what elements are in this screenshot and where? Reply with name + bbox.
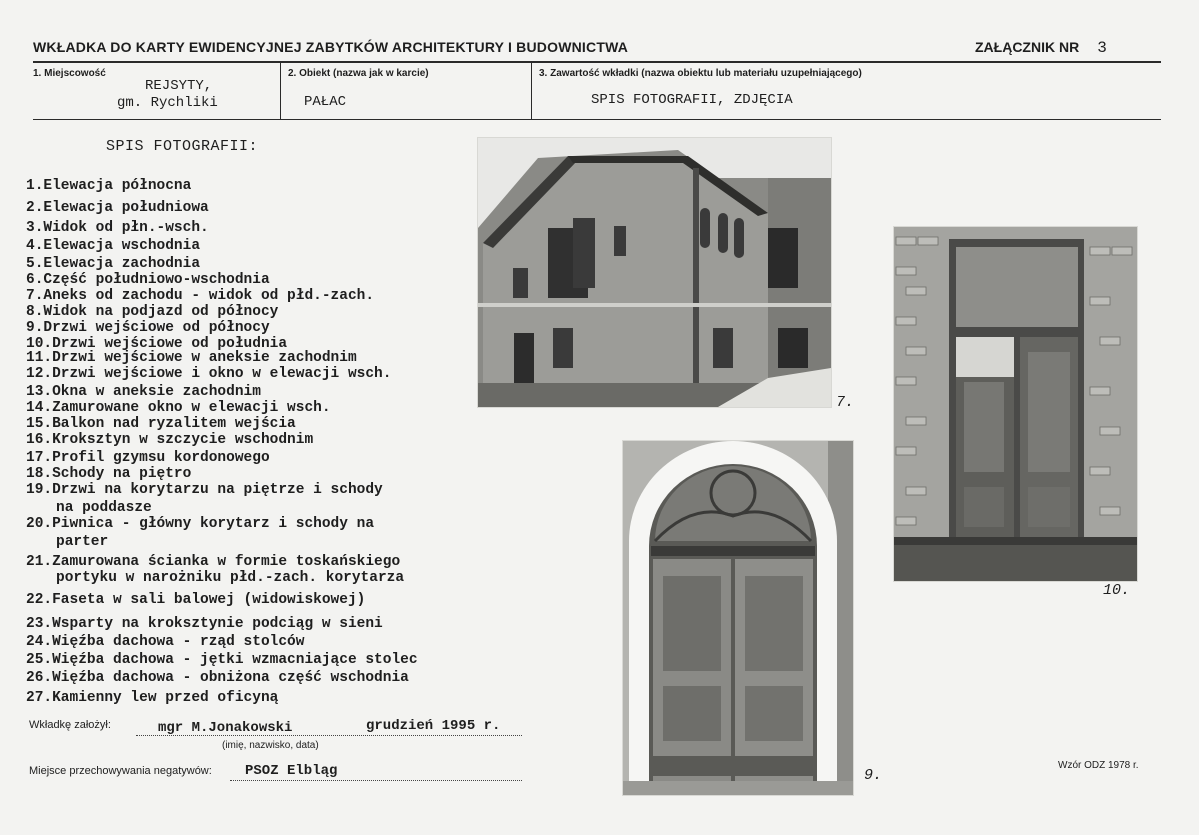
annex-label xyxy=(975,39,1107,57)
photo-bricked-door xyxy=(893,226,1138,582)
photo-building-facade xyxy=(477,137,832,408)
photo-list-item-number: 19. xyxy=(26,482,53,498)
field-2-label: 2. Obiekt (nazwa jak w karcie) xyxy=(288,68,429,79)
photo-list-item-number: 3. xyxy=(26,220,44,236)
document-title: WKŁADKA DO KARTY EWIDENCYJNEJ ZABYTKÓW ARCHITEKTURY I BUDOWNICTWA xyxy=(33,39,629,55)
photo-list-item-text: Kamienny lew przed oficyną xyxy=(52,690,279,706)
photo-list-item xyxy=(26,400,331,416)
field-1-label: 1. Miejscowość xyxy=(33,68,106,79)
field-2-value: PAŁAC xyxy=(304,94,347,110)
author-name: mgr M.Jonakowski xyxy=(158,720,293,736)
photo-list-item-number: 9. xyxy=(26,320,44,336)
photo-list-item-number: 21. xyxy=(26,554,53,570)
photo-list-item-number: 18. xyxy=(26,466,53,482)
photo-list-item xyxy=(26,616,383,632)
photo-list-item-number: 14. xyxy=(26,400,53,416)
photo-list-item xyxy=(26,416,296,432)
photo-list-item xyxy=(26,652,418,668)
author-date: grudzień 1995 r. xyxy=(366,718,501,734)
photo-list-item-number: 10. xyxy=(26,336,53,352)
photo-list-item-text: Drzwi wejściowe w aneksie zachodnim xyxy=(52,350,357,366)
photo-list-item-number: 7. xyxy=(26,288,44,304)
field-3-label: 3. Zawartość wkładki (nazwa obiektu lub materiału uzupełniającego) xyxy=(539,68,862,79)
photo-list-item-text: Elewacja wschodnia xyxy=(43,238,201,254)
photo-list-item-text: Elewacja zachodnia xyxy=(43,256,201,272)
photo-list-item xyxy=(26,350,357,366)
photo-list-item-text: parter xyxy=(56,534,109,550)
photo-list-item xyxy=(26,256,200,272)
photo-list-item-number: 8. xyxy=(26,304,44,320)
photo-list-item xyxy=(26,554,400,570)
photo-list-item-text: Piwnica - główny korytarz i schody na xyxy=(52,516,375,532)
photo-list-item-number: 20. xyxy=(26,516,53,532)
photo-number-10: 10. xyxy=(1103,582,1131,599)
field-1-value-line2: gm. Rychliki xyxy=(117,95,218,111)
photo-list-item-text: Widok na podjazd od północy xyxy=(43,304,279,320)
bricked-door-image xyxy=(894,227,1137,581)
photo-list-item-number: 25. xyxy=(26,652,53,668)
photo-list-item xyxy=(26,432,313,448)
header-rule xyxy=(33,61,1161,63)
photo-list-item xyxy=(56,534,108,550)
photo-list-item xyxy=(26,304,278,320)
photo-list-item-text: na poddasze xyxy=(56,500,152,516)
field-3-value: SPIS FOTOGRAFII, ZDJĘCIA xyxy=(591,92,793,108)
photo-list-item-text: Aneks od zachodu - widok od płd.-zach. xyxy=(43,288,375,304)
photo-list-item-number: 13. xyxy=(26,384,53,400)
photo-list-item-text: Drzwi wejściowe od południa xyxy=(52,336,288,352)
photo-list-item xyxy=(26,384,261,400)
author-label: Wkładkę założył: xyxy=(29,719,111,731)
photo-list-item-text: Więźba dachowa - obniżona część wschodnia xyxy=(52,670,409,686)
photo-list-item xyxy=(26,690,278,706)
photo-list-item xyxy=(26,238,200,254)
arched-door-image xyxy=(623,441,853,795)
photo-list-item-text: Wsparty na kroksztynie podciąg w sieni xyxy=(52,616,383,632)
photo-list-item-number: 2. xyxy=(26,200,44,216)
photo-list-item xyxy=(26,592,365,608)
photo-list-item-text: Drzwi wejściowe od północy xyxy=(43,320,270,336)
field-divider-1 xyxy=(280,63,281,119)
template-note: Wzór ODZ 1978 r. xyxy=(1058,760,1139,771)
photo-list-item-text: Drzwi wejściowe i okno w elewacji wsch. xyxy=(52,366,392,382)
photo-list-item-number: 12. xyxy=(26,366,53,382)
photo-list-item-text: Zamurowane okno w elewacji wsch. xyxy=(52,400,331,416)
photo-list-item xyxy=(26,450,270,466)
photo-list-item-number: 11. xyxy=(26,350,53,366)
photo-number-9: 9. xyxy=(864,767,883,784)
photo-list-item xyxy=(26,366,391,382)
photo-list-item-text: Zamurowana ścianka w formie toskańskiego xyxy=(52,554,401,570)
photo-list-item-text: portyku w narożniku płd.-zach. korytarza xyxy=(56,570,405,586)
photo-list-item-text: Okna w aneksie zachodnim xyxy=(52,384,261,400)
photo-list-item-text: Faseta w sali balowej (widowiskowej) xyxy=(52,592,366,608)
photo-arched-door xyxy=(622,440,854,796)
photo-list-item-text: Balkon nad ryzalitem wejścia xyxy=(52,416,296,432)
photo-list-item-number: 16. xyxy=(26,432,53,448)
storage-dotline xyxy=(230,780,522,781)
field-divider-2 xyxy=(531,63,532,119)
photo-list-item-text: Więźba dachowa - jętki wzmacniające stolec xyxy=(52,652,418,668)
photo-list-item xyxy=(26,634,304,650)
photo-list-item-text: Drzwi na korytarzu na piętrze i schody xyxy=(52,482,383,498)
storage-label: Miejsce przechowywania negatywów: xyxy=(29,765,212,777)
photo-list-item-number: 15. xyxy=(26,416,53,432)
photo-list-item-number: 4. xyxy=(26,238,44,254)
photo-list-item xyxy=(26,220,209,236)
author-subcaption: (imię, nazwisko, data) xyxy=(222,740,319,751)
photo-list-item-number: 17. xyxy=(26,450,53,466)
photo-list-item xyxy=(26,288,374,304)
photo-list-item xyxy=(26,466,191,482)
photo-list-item xyxy=(26,482,383,498)
annex-label-text: ZAŁĄCZNIK NR xyxy=(975,39,1080,55)
photo-list-item-text: Kroksztyn w szczycie wschodnim xyxy=(52,432,314,448)
photo-list-title: SPIS FOTOGRAFII: xyxy=(106,138,259,155)
field-1-value-line1: REJSYTY, xyxy=(145,78,213,94)
photo-list-item-number: 1. xyxy=(26,178,44,194)
photo-list-item xyxy=(56,570,404,586)
photo-list-item xyxy=(26,516,374,532)
photo-list-item-text: Schody na piętro xyxy=(52,466,192,482)
photo-list-item xyxy=(26,320,270,336)
fields-rule xyxy=(33,119,1161,120)
photo-list-item xyxy=(26,670,409,686)
photo-list-item-text: Część południowo-wschodnia xyxy=(43,272,270,288)
photo-list-item-number: 26. xyxy=(26,670,53,686)
photo-list-item-text: Elewacja południowa xyxy=(43,200,209,216)
photo-list-item-text: Elewacja północna xyxy=(43,178,192,194)
photo-number-7: 7. xyxy=(836,394,855,411)
photo-list-item-number: 27. xyxy=(26,690,53,706)
photo-list-item xyxy=(26,200,209,216)
photo-list-item-number: 5. xyxy=(26,256,44,272)
photo-list-item xyxy=(26,178,191,194)
photo-list-item-text: Widok od płn.-wsch. xyxy=(43,220,209,236)
photo-list-item-number: 6. xyxy=(26,272,44,288)
photo-list-item-number: 24. xyxy=(26,634,53,650)
photo-list-item-text: Więźba dachowa - rząd stolców xyxy=(52,634,305,650)
photo-list-item xyxy=(56,500,152,516)
photo-list-item-text: Profil gzymsu kordonowego xyxy=(52,450,270,466)
photo-list-item-number: 22. xyxy=(26,592,53,608)
photo-list-item xyxy=(26,272,270,288)
storage-value: PSOZ Elbląg xyxy=(245,763,338,779)
building-facade-image xyxy=(478,138,831,407)
photo-list-item-number: 23. xyxy=(26,616,53,632)
annex-number: 3 xyxy=(1097,39,1107,57)
